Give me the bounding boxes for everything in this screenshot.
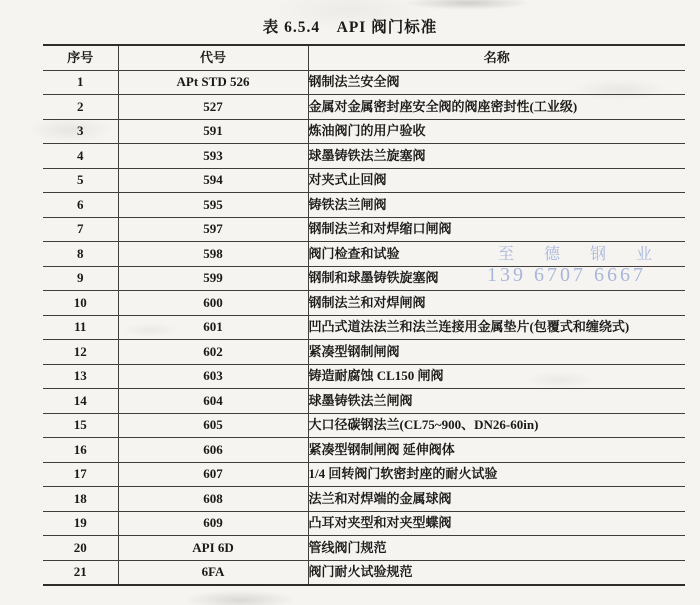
table-row — [43, 315, 685, 340]
cell-name: 紧凑型钢制闸阀 — [308, 340, 685, 365]
cell-code: 605 — [118, 413, 308, 438]
table-row — [43, 266, 685, 291]
cell-code: API 6D — [118, 536, 308, 561]
cell-num: 19 — [43, 511, 118, 536]
cell-code: 602 — [118, 340, 308, 365]
cell-num: 10 — [43, 291, 118, 316]
cell-num: 9 — [43, 266, 118, 291]
cell-name: 管线阀门规范 — [308, 536, 685, 561]
cell-num: 18 — [43, 487, 118, 512]
cell-num: 15 — [43, 413, 118, 438]
table-row — [43, 242, 685, 267]
cell-name: 球墨铸铁法兰闸阀 — [308, 389, 685, 414]
watermark-company: 至 德 钢 业 — [498, 246, 666, 263]
api-valve-standards-table — [43, 44, 685, 586]
cell-code: 604 — [118, 389, 308, 414]
cell-name: 钢制和球墨铸铁旋塞阀 — [308, 266, 685, 291]
col-header-code: 代号 — [118, 45, 308, 70]
cell-name: 炼油阀门的用户验收 — [308, 119, 685, 144]
table-row — [43, 389, 685, 414]
cell-num: 14 — [43, 389, 118, 414]
cell-code: 601 — [118, 315, 308, 340]
cell-num: 6 — [43, 193, 118, 218]
cell-code: 594 — [118, 168, 308, 193]
cell-name: 对夹式止回阀 — [308, 168, 685, 193]
cell-code: 593 — [118, 144, 308, 169]
cell-code: APt STD 526 — [118, 70, 308, 95]
cell-num: 4 — [43, 144, 118, 169]
cell-code: 606 — [118, 438, 308, 463]
cell-num: 11 — [43, 315, 118, 340]
cell-name: 1/4 回转阀门软密封座的耐火试验 — [308, 462, 685, 487]
table-row — [43, 536, 685, 561]
cell-num: 20 — [43, 536, 118, 561]
cell-code: 527 — [118, 95, 308, 120]
table-row — [43, 438, 685, 463]
col-header-num: 序号 — [43, 45, 118, 70]
cell-name: 钢制法兰安全阀 — [308, 70, 685, 95]
cell-name: 凹凸式道法法兰和法兰连接用金属垫片(包覆式和缠绕式) — [308, 315, 685, 340]
table-row — [43, 168, 685, 193]
table-row — [43, 95, 685, 120]
cell-code: 6FA — [118, 560, 308, 585]
cell-name: 大口径碳钢法兰(CL75~900、DN26-60in) — [308, 413, 685, 438]
cell-num: 5 — [43, 168, 118, 193]
table-row — [43, 462, 685, 487]
cell-num: 2 — [43, 95, 118, 120]
cell-num: 8 — [43, 242, 118, 267]
table-row — [43, 511, 685, 536]
table-row — [43, 119, 685, 144]
cell-code: 607 — [118, 462, 308, 487]
cell-num: 21 — [43, 560, 118, 585]
table-row — [43, 70, 685, 95]
cell-name: 法兰和对焊端的金属球阀 — [308, 487, 685, 512]
cell-code: 599 — [118, 266, 308, 291]
cell-name: 球墨铸铁法兰旋塞阀 — [308, 144, 685, 169]
table-title: 表 6.5.4 API 阀门标准 — [262, 19, 438, 36]
table-row — [43, 560, 685, 585]
col-header-name: 名称 — [308, 45, 685, 70]
cell-num: 17 — [43, 462, 118, 487]
table-body — [43, 70, 685, 585]
cell-name: 金属对金属密封座安全阀的阀座密封性(工业级) — [308, 95, 685, 120]
cell-num: 16 — [43, 438, 118, 463]
table-row — [43, 487, 685, 512]
cell-code: 600 — [118, 291, 308, 316]
watermark-phone: 139 6707 6667 — [487, 264, 646, 286]
cell-name: 凸耳对夹型和对夹型蝶阀 — [308, 511, 685, 536]
cell-name: 钢制法兰和对焊闸阀 — [308, 291, 685, 316]
cell-num: 12 — [43, 340, 118, 365]
table-row — [43, 144, 685, 169]
cell-code: 595 — [118, 193, 308, 218]
table-row — [43, 364, 685, 389]
cell-code: 598 — [118, 242, 308, 267]
table-row — [43, 340, 685, 365]
cell-num: 7 — [43, 217, 118, 242]
cell-num: 13 — [43, 364, 118, 389]
table-row — [43, 291, 685, 316]
cell-num: 1 — [43, 70, 118, 95]
cell-code: 609 — [118, 511, 308, 536]
table-header-row — [43, 45, 685, 70]
table-row — [43, 217, 685, 242]
cell-name: 铸造耐腐蚀 CL150 闸阀 — [308, 364, 685, 389]
cell-num: 3 — [43, 119, 118, 144]
cell-name: 阀门检查和试验 — [308, 242, 685, 267]
cell-name: 钢制法兰和对焊缩口闸阀 — [308, 217, 685, 242]
table-row — [43, 413, 685, 438]
cell-name: 紧凑型钢制闸阀 延伸阀体 — [308, 438, 685, 463]
cell-code: 597 — [118, 217, 308, 242]
cell-code: 591 — [118, 119, 308, 144]
cell-name: 阀门耐火试验规范 — [308, 564, 413, 580]
cell-code: 603 — [118, 364, 308, 389]
cell-code: 608 — [118, 487, 308, 512]
table-row — [43, 193, 685, 218]
cell-name: 铸铁法兰闸阀 — [308, 193, 685, 218]
